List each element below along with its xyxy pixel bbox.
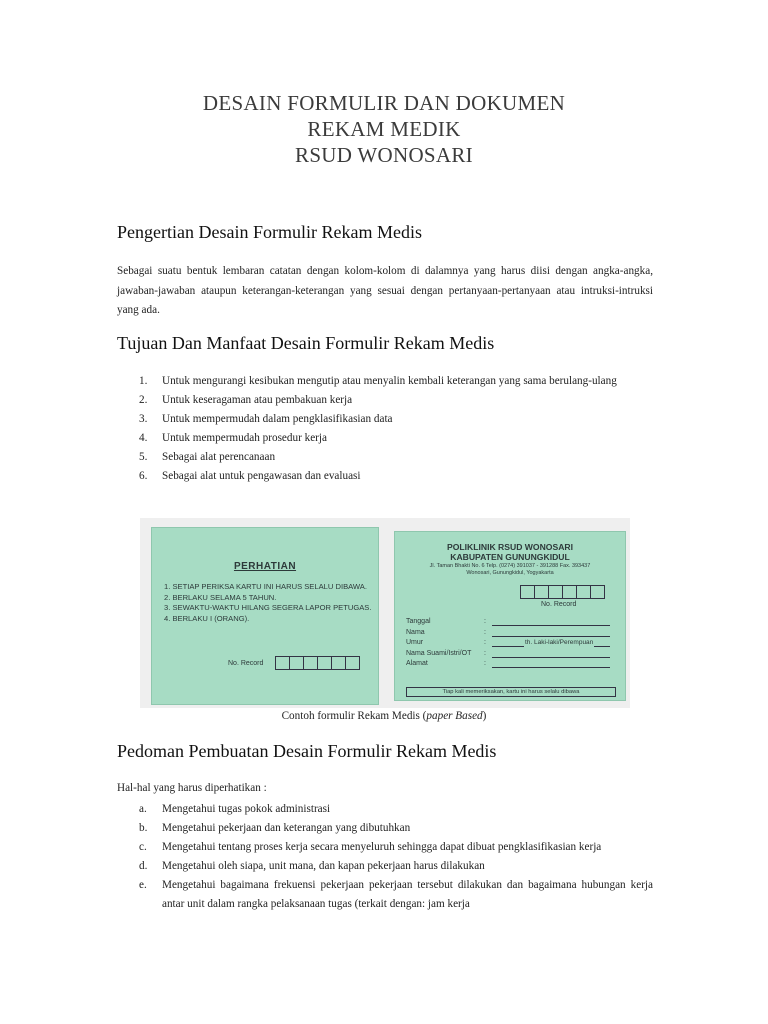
card-field: Tanggal : <box>406 617 616 628</box>
list-item: b. Mengetahui pekerjaan dan keterangan yang dibutuhkan <box>139 822 411 834</box>
tujuan-list <box>117 372 653 486</box>
section-heading-pedoman: Pedoman Pembuatan Desain Formulir Rekam Medis <box>117 741 497 761</box>
card-rule: 2. BERLAKU SELAMA 5 TAHUN. <box>164 592 277 602</box>
record-number-boxes <box>276 656 360 670</box>
card-back <box>151 527 379 705</box>
card-rule: 3. SEWAKTU-WAKTU HILANG SEGERA LAPOR PETUGAS. <box>164 603 372 613</box>
card-field: Nama : <box>406 628 616 639</box>
list-item: c. Mengetahui tentang proses kerja secara menyeluruh sehingga dapat dibuat pengklasifikasian kerja <box>139 841 602 853</box>
list-item: e. Mengetahui bagaimana frekuensi pekerjaan pekerjaan tersebut dilakukan dan bagaimana hubungan kerja antar unit dalam rangka pelaksanaan tugas (terkait dengan: jam kerja <box>139 879 653 910</box>
card-field: Umur : th. Laki-laki/Perempuan <box>406 638 616 649</box>
list-item: d. Mengetahui oleh siapa, unit mana, dan kapan pekerjaan harus dilakukan <box>139 860 485 872</box>
record-label: No. Record <box>228 660 264 667</box>
list-item: a. Mengetahui tugas pokok administrasi <box>139 803 331 815</box>
section-heading-tujuan: Tujuan Dan Manfaat Desain Formulir Rekam Medis <box>117 333 495 353</box>
card-rule: 4. BERLAKU I (ORANG). <box>164 613 250 623</box>
list-item: 4. Untuk mempermudah prosedur kerja <box>139 432 327 444</box>
figure-caption: Contoh formulir Rekam Medis (paper Based) <box>281 710 487 722</box>
card-rules <box>164 582 374 624</box>
list-item: 5. Sebagai alat perencanaan <box>139 451 276 463</box>
card-footnote: Tiap kali memeriksakan, kartu ini harus selalu dibawa <box>406 687 616 697</box>
list-item: 1. Untuk mengurangi kesibukan mengutip atau menyalin kembali keterangan yang sama berulang-ulang <box>139 375 617 387</box>
card-field: Alamat : <box>406 659 616 670</box>
record-number-boxes <box>521 585 605 599</box>
pedoman-intro: Hal-hal yang harus diperhatikan : <box>117 782 267 794</box>
card-field: Nama Suami/Istri/OT : <box>406 649 616 660</box>
title-line-2: REKAM MEDIK <box>307 117 461 141</box>
clinic-address: Jl. Taman Bhakti No. 6 Telp. (0274) 391037 - 391288 Fax. 393437 Wonosari, Gunungkidul, Yogyakarta <box>429 563 591 576</box>
pedoman-list <box>117 800 653 914</box>
title-line-3: RSUD WONOSARI <box>295 143 473 167</box>
medical-record-card-photo <box>140 518 630 708</box>
list-item: 2. Untuk keseragaman atau pembakuan kerja <box>139 394 353 406</box>
card-rule: 1. SETIAP PERIKSA KARTU INI HARUS SELALU DIBAWA. <box>164 582 367 591</box>
section-paragraph-pengertian: Sebagai suatu bentuk lembaran catatan dengan kolom-kolom di dalamnya yang harus diisi dengan angka-angka, jawaban-jawaban ataupun keterangan-keterangan yang sesuai dengan pertanyaan-pertanyaan atau intruksi-intruksi yang ada. <box>117 265 653 316</box>
age-note: th. Laki-laki/Perempuan <box>524 638 594 649</box>
title-line-1: DESAIN FORMULIR DAN DOKUMEN <box>202 91 566 115</box>
card-front <box>394 531 626 701</box>
record-label: No. Record <box>541 601 577 608</box>
list-item: 3. Untuk mempermudah dalam pengklasifikasian data <box>139 413 393 425</box>
card-heading-perhatian: PERHATIAN <box>233 561 297 572</box>
clinic-name: POLIKLINIK RSUD WONOSARI KABUPATEN GUNUNGKIDUL <box>446 542 574 562</box>
document-title <box>0 90 768 168</box>
list-item: 6. Sebagai alat untuk pengawasan dan evaluasi <box>139 470 361 482</box>
section-heading-pengertian: Pengertian Desain Formulir Rekam Medis <box>117 222 422 242</box>
card-fields <box>406 617 616 670</box>
